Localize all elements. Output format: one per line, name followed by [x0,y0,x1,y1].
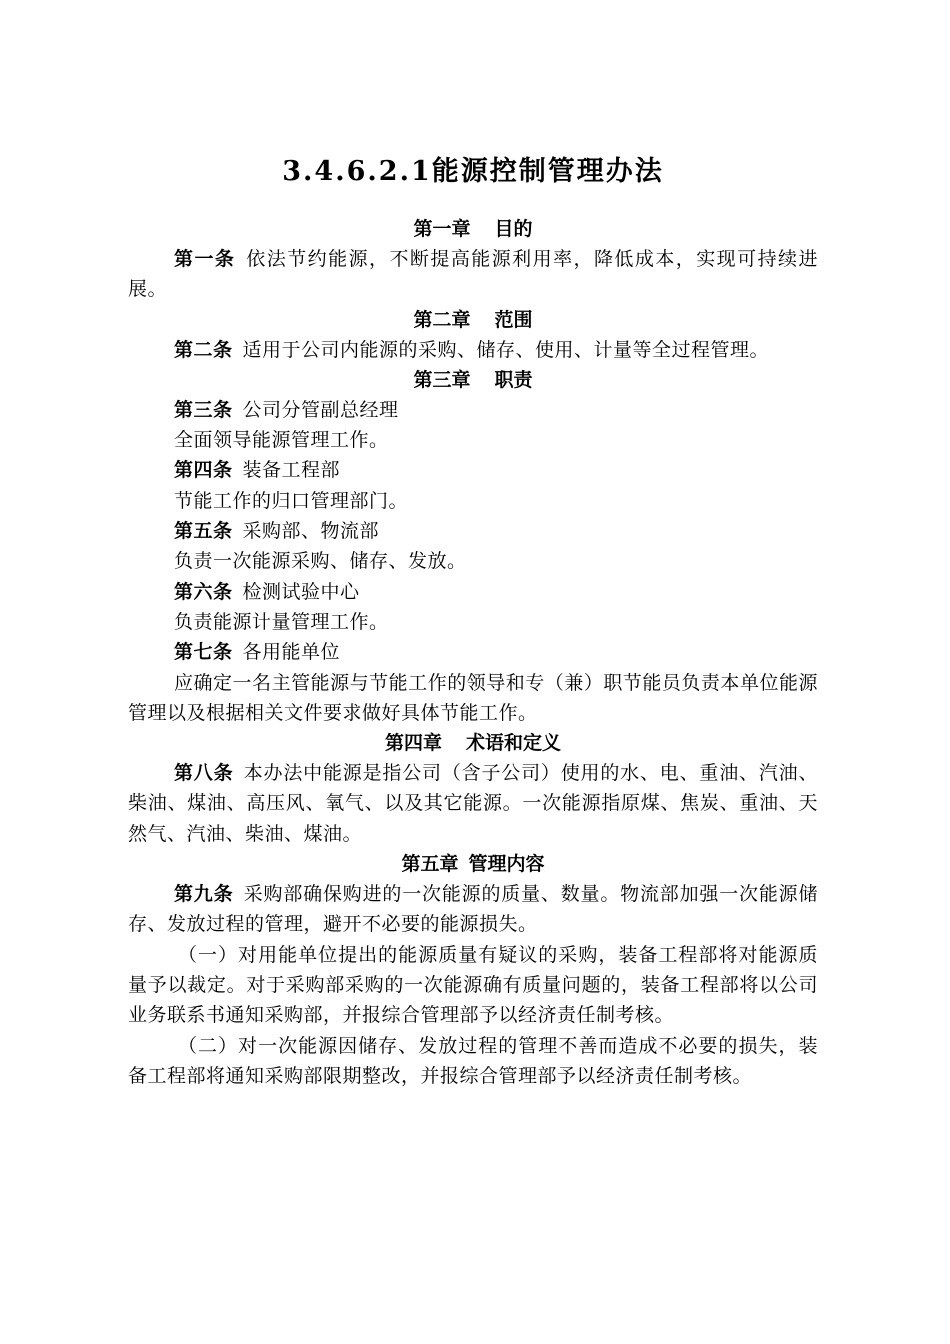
article-detail: 应确定一名主管能源与节能工作的领导和专（兼）职节能员负责本单位能源管理以及根据相关文件要求做好具体节能工作。 [128,671,818,724]
chapter-name: 目的 [494,218,533,240]
article-paragraph [128,879,818,940]
chapter-number: 第四章 [384,732,442,755]
article-label: 第六条 [174,580,233,603]
chapter-number: 第三章 [413,368,471,391]
clause-paragraph: （二）对一次能源因储存、发放过程的管理不善而造成不必要的损失，装备工程部将通知采购部限期整改，并报综合管理部予以经济责任制考核。 [128,1034,818,1087]
article-label: 第八条 [174,762,234,785]
chapter-number: 第二章 [413,308,471,331]
article-paragraph [128,516,818,546]
article-text: 采购部、物流部 [242,520,380,543]
chapter-heading [128,365,818,395]
article-text: 本办法中能源是指公司（含子公司）使用的水、电、重油、汽油、柴油、煤油、高压风、氧气、以及其它能源。一次能源指原煤、焦炭、重油、天然气、汽油、柴油、煤油。 [128,762,818,845]
document-title: 3.4.6.2.1能源控制管理办法 [282,156,664,187]
article-text: 各用能单位 [242,641,341,664]
chapter-number: 第一章 [413,218,471,240]
article-label: 第九条 [174,883,234,906]
article-text: 适用于公司内能源的采购、储存、使用、计量等全过程管理。 [242,338,770,361]
chapter-heading [128,305,818,335]
article-paragraph [128,335,818,365]
chapter-name: 术语和定义 [466,732,562,755]
article-paragraph [128,637,818,667]
article-detail: 节能工作的归口管理部门。 [174,489,409,512]
article-paragraph [128,395,818,425]
article-text: 检测试验中心 [242,580,360,603]
article-paragraph [128,455,818,485]
article-label: 第五条 [174,520,233,543]
chapter-heading [128,849,818,879]
article-detail: 全面领导能源管理工作。 [174,429,389,452]
article-paragraph [128,758,818,849]
chapter-number: 第五章 [401,853,459,876]
article-detail: 负责一次能源采购、储存、发放。 [174,550,467,573]
clause-paragraph: （一）对用能单位提出的能源质量有疑议的采购，装备工程部将对能源质量予以裁定。对于采购部采购的一次能源确有质量问题的，装备工程部将以公司业务联系书通知采购部，并报综合管理部予以经济责任制考核。 [128,943,818,1027]
article-label: 第七条 [174,641,233,664]
article-text: 依法节约能源，不断提高能源利用率，降低成本，实现可持续进展。 [128,248,818,301]
article-paragraph [128,244,818,305]
article-text: 采购部确保购进的一次能源的质量、数量。物流部加强一次能源储存、发放过程的管理，避开不必要的能源损失。 [128,883,818,936]
article-label: 第三条 [174,398,233,421]
article-label: 第四条 [174,459,233,482]
chapter-name: 管理内容 [468,853,545,876]
document-body [128,150,818,1091]
article-label: 第一条 [174,248,236,270]
article-text: 装备工程部 [242,459,341,482]
chapter-name: 范围 [494,308,533,331]
article-label: 第二条 [174,338,233,361]
article-text: 公司分管副总经理 [242,398,399,421]
article-detail: 负责能源计量管理工作。 [174,610,389,633]
article-paragraph [128,577,818,607]
chapter-heading [128,728,818,758]
chapter-heading [128,214,818,244]
chapter-name: 职责 [494,368,533,391]
